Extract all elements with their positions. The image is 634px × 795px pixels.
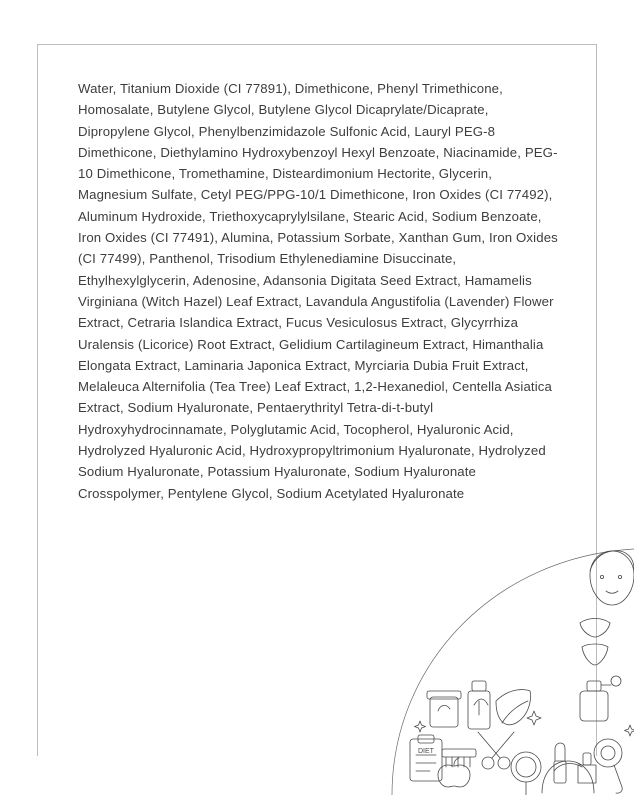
leaf-icon (496, 690, 531, 725)
face-icon (590, 551, 634, 605)
ingredients-paragraph: Water, Titanium Dioxide (CI 77891), Dimethicone, Phenyl Trimethicone, Homosalate, Butylene Glycol, Butylene Glycol Dicaprylate/Dicaprate, Dipropylene Glycol, Phenylbenzimidazole Sulfonic Acid, Lauryl PEG-8 Dimethicone, Diethylamino Hydroxybenzoyl Hexyl Benzoate, Niacinamide, PEG-10 Dimethicone, Tromethamine, Disteardimonium Hectorite, Glycerin, Magnesium Sulfate, Cetyl PEG/PPG-10/1 Dimethicone, Iron Oxides (CI 77492), Aluminum Hydroxide, Triethoxycaprylylsilane, Stearic Acid, Sodium Benzoate, Iron Oxides (CI 77491), Alumina, Potassium Sorbate, Xanthan Gum, Iron Oxides (CI 77499), Panthenol, Trisodium Ethylenediamine Disuccinate, Ethylhexylglycerin, Adenosine, Adansonia Digitata Seed Extract, Hamamelis Virginiana (Witch Hazel) Leaf Extract, Lavandula Angustifolia (Lavender) Flower Extract, Cetraria Islandica Extract, Fucus Vesiculosus Extract, Glycyrrhiza Uralensis (Licorice) Root Extract, Gelidium Cartilagineum Extract, Himanthalia Elongata Extract, Laminaria Japonica Extract, Myrciaria Dubia Fruit Extract, Melaleuca Alternifolia (Tea Tree) Leaf Extract, 1,2-Hexanediol, Centella Asiatica Extract, Sodium Hyaluronate, Pentaerythrityl Tetra-di-t-butyl Hydroxyhydrocinnamate, Polyglutamic Acid, Tocopherol, Hyaluronic Acid, Hydrolyzed Hyaluronic Acid, Hydroxypropyltrimonium Hyaluronate, Hydrolyzed Sodium Hyaluronate, Potassium Hyaluronate, Sodium Hyaluronate Crosspolymer, Pentylene Glycol, Sodium Acetylated Hyaluronate (78, 81, 558, 501)
woman-profile-icon (542, 761, 594, 793)
nail-polish-icon (578, 753, 596, 783)
cream-jar-icon (427, 691, 461, 727)
swimsuit-icon (580, 619, 610, 666)
beauty-icons-collage (384, 515, 634, 795)
apple-icon (438, 758, 470, 787)
sparkle-icon (415, 711, 634, 736)
serum-bottle-icon (468, 681, 490, 729)
svg-text:DIET: DIET (418, 748, 434, 755)
hair-dryer-icon (594, 739, 622, 793)
scissors-icon (478, 732, 514, 769)
hand-mirror-icon (511, 752, 541, 795)
diet-clipboard-icon (410, 735, 442, 781)
comb-icon (442, 749, 476, 767)
lipstick-icon (554, 743, 566, 783)
perfume-bottle-icon (580, 676, 621, 721)
